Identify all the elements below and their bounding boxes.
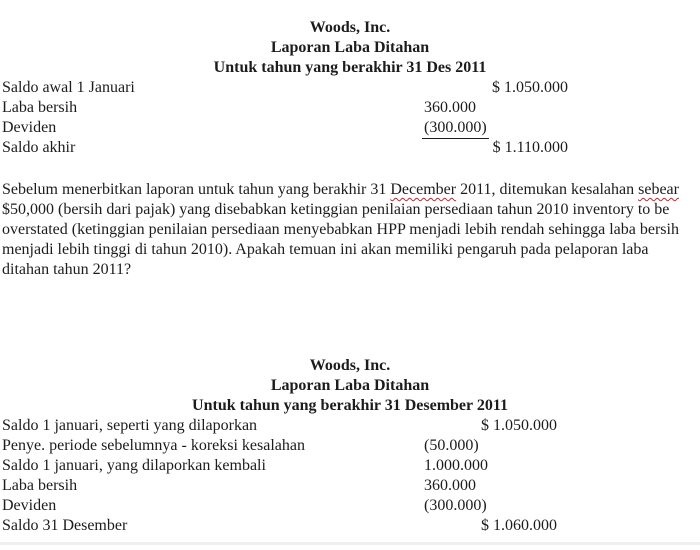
- report-title: Laporan Laba Ditahan: [270, 39, 430, 56]
- row-amount-inner: 360.000: [424, 477, 476, 494]
- row-label: Saldo akhir: [2, 139, 76, 156]
- statement-row: [0, 516, 700, 536]
- paragraph-line: [2, 180, 700, 200]
- row-amount-inner: 1.000.000: [424, 457, 488, 474]
- row-amount-inner: (300.000): [422, 118, 489, 139]
- row-label: Deviden: [2, 119, 57, 136]
- row-amount-total: $ 1.110.000: [492, 139, 568, 156]
- retained-earnings-statement-restated: [0, 356, 700, 536]
- paragraph-line: [2, 260, 700, 280]
- statement-row: [0, 496, 700, 516]
- row-amount-inner: 360.000: [424, 99, 476, 116]
- statement-row: [0, 78, 700, 98]
- paragraph-text: menjadi lebih tinggi di tahun 2010). Apakah temuan ini akan memiliki pengaruh pada pelaporan laba: [2, 241, 649, 258]
- statement-row: [0, 436, 700, 456]
- retained-earnings-statement-original: [0, 18, 700, 158]
- statement-row: [0, 456, 700, 476]
- row-label: Saldo 1 januari, seperti yang dilaporkan: [2, 417, 258, 434]
- statement-row: [0, 98, 700, 118]
- row-label: Saldo 31 Desember: [2, 517, 128, 534]
- row-amount-inner: (50.000): [424, 437, 479, 454]
- statement-rows: [0, 78, 700, 158]
- statement-rows: [0, 416, 700, 536]
- paragraph-text: ditahan tahun 2011?: [2, 261, 132, 278]
- report-period: Untuk tahun yang berakhir 31 Desember 2011: [192, 397, 508, 414]
- paragraph-text: 2011, ditemukan kesalahan: [456, 181, 639, 198]
- misspelled-word: December: [390, 181, 457, 198]
- row-amount-total: $ 1.050.000: [492, 79, 568, 96]
- row-label: Deviden: [2, 497, 57, 514]
- company-name: Woods, Inc.: [309, 357, 391, 374]
- paragraph-text: $50,000 (bersih dari pajak) yang disebabkan ketinggian penilaian persediaan tahun 2010 inventory to be: [2, 201, 670, 218]
- row-amount-total: $ 1.050.000: [481, 417, 557, 434]
- paragraph-line: [2, 220, 700, 240]
- paragraph-text: overstated (ketinggian penilaian persediaan menyebabkan HPP menjadi lebih rendah sehingga laba bersih: [2, 221, 679, 238]
- row-label: Laba bersih: [2, 99, 78, 116]
- row-amount-inner: (300.000): [424, 497, 487, 514]
- paragraph-line: [2, 240, 700, 260]
- statement-row: [0, 416, 700, 436]
- row-label: Laba bersih: [2, 477, 78, 494]
- row-amount-total: $ 1.060.000: [481, 517, 557, 534]
- paragraph-line: [2, 200, 700, 220]
- company-name: Woods, Inc.: [309, 19, 391, 36]
- statement-row: [0, 476, 700, 496]
- report-title: Laporan Laba Ditahan: [270, 377, 430, 394]
- row-label: Saldo 1 januari, yang dilaporkan kembali: [2, 457, 266, 474]
- statement-row: [0, 138, 700, 158]
- misspelled-word: sebear: [638, 181, 679, 198]
- report-period: Untuk tahun yang berakhir 31 Des 2011: [213, 59, 487, 76]
- capture-edge-artifact: [0, 542, 700, 545]
- question-paragraph: [2, 180, 700, 280]
- row-label: Penye. periode sebelumnya - koreksi kesalahan: [2, 437, 306, 454]
- row-label: Saldo awal 1 Januari: [2, 79, 135, 96]
- statement-row: [0, 118, 700, 138]
- paragraph-text: Sebelum menerbitkan laporan untuk tahun yang berakhir 31: [2, 181, 391, 198]
